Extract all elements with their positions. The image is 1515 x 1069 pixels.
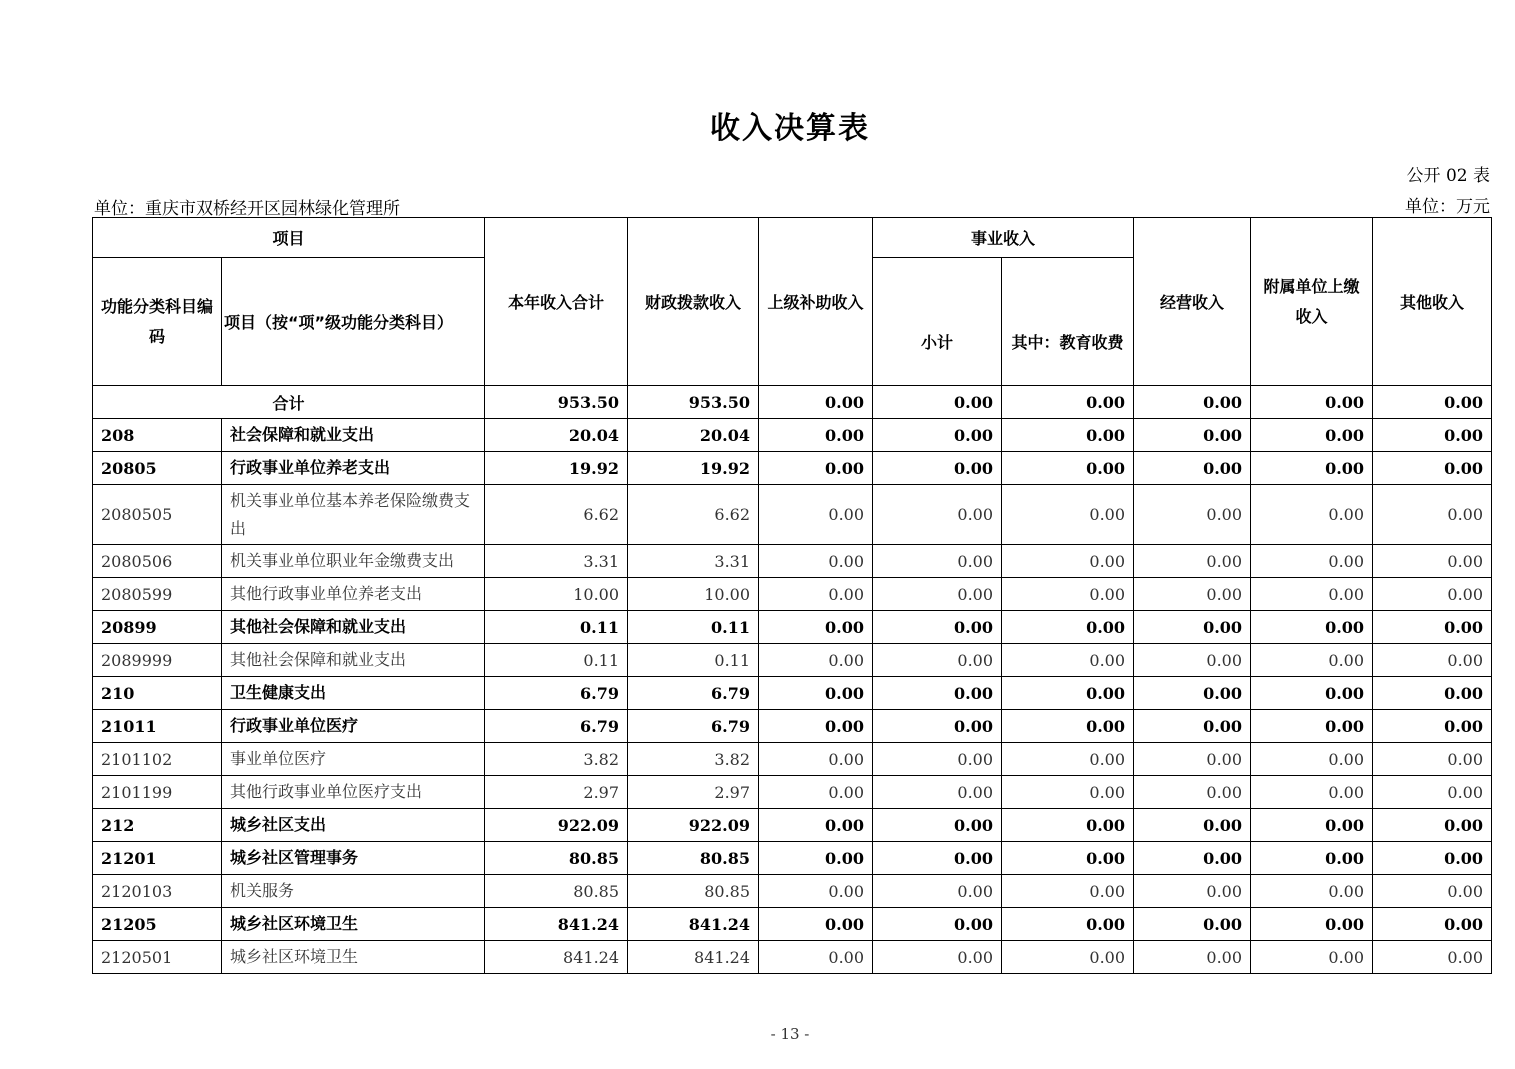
row-value: 0.00 <box>1251 545 1373 578</box>
row-value: 0.00 <box>873 578 1002 611</box>
row-value: 0.00 <box>1373 710 1492 743</box>
row-value: 0.00 <box>1373 842 1492 875</box>
unit-currency: 单位：万元 <box>1405 197 1490 217</box>
row-value: 0.00 <box>759 743 873 776</box>
header-operating: 经营收入 <box>1134 218 1251 386</box>
page-number: - 13 - <box>770 1025 810 1043</box>
row-value: 0.00 <box>759 908 873 941</box>
row-value: 0.00 <box>1002 908 1134 941</box>
row-value: 0.00 <box>759 419 873 452</box>
row-value: 0.00 <box>1134 611 1251 644</box>
header-total-income: 本年收入合计 <box>485 218 628 386</box>
table-row <box>93 809 1492 842</box>
row-value: 0.11 <box>628 644 759 677</box>
row-value: 0.00 <box>1373 809 1492 842</box>
row-value: 19.92 <box>485 452 628 485</box>
row-value: 3.31 <box>628 545 759 578</box>
total-value: 0.00 <box>1134 386 1251 419</box>
row-value: 0.00 <box>1002 941 1134 974</box>
row-code: 2120501 <box>93 941 222 974</box>
row-value: 3.31 <box>485 545 628 578</box>
row-value: 0.00 <box>1134 908 1251 941</box>
row-value: 0.00 <box>1373 578 1492 611</box>
row-value: 0.00 <box>1373 908 1492 941</box>
row-value: 0.00 <box>1002 485 1134 545</box>
row-value: 0.00 <box>1134 485 1251 545</box>
row-value: 0.00 <box>873 776 1002 809</box>
row-name: 机关事业单位基本养老保险缴费支出 <box>222 485 485 545</box>
table-row <box>93 485 1492 545</box>
row-value: 0.00 <box>1251 485 1373 545</box>
row-value: 20.04 <box>485 419 628 452</box>
row-value: 80.85 <box>485 842 628 875</box>
table-row <box>93 419 1492 452</box>
row-value: 0.00 <box>1002 578 1134 611</box>
total-value: 0.00 <box>759 386 873 419</box>
table-body <box>93 386 1492 974</box>
header-superior: 上级补助收入 <box>759 218 873 386</box>
table-row <box>93 677 1492 710</box>
header-item-name: 项目（按“项”级功能分类科目） <box>222 258 485 386</box>
row-value: 0.00 <box>1134 776 1251 809</box>
row-name: 卫生健康支出 <box>222 677 485 710</box>
row-value: 6.79 <box>628 677 759 710</box>
row-value: 0.00 <box>1002 419 1134 452</box>
row-code: 21201 <box>93 842 222 875</box>
row-value: 80.85 <box>628 875 759 908</box>
row-value: 0.00 <box>1373 743 1492 776</box>
row-name: 社会保障和就业支出 <box>222 419 485 452</box>
row-name: 城乡社区管理事务 <box>222 842 485 875</box>
total-row <box>93 386 1492 419</box>
header-subtotal: 小计 <box>873 258 1002 386</box>
row-value: 0.11 <box>485 644 628 677</box>
row-value: 0.00 <box>1251 611 1373 644</box>
row-value: 0.00 <box>1373 485 1492 545</box>
row-value: 0.00 <box>873 611 1002 644</box>
row-code: 2120103 <box>93 875 222 908</box>
row-value: 0.00 <box>1002 743 1134 776</box>
total-value: 953.50 <box>485 386 628 419</box>
row-value: 0.00 <box>873 644 1002 677</box>
row-value: 0.00 <box>759 776 873 809</box>
row-value: 0.00 <box>759 677 873 710</box>
row-code: 20805 <box>93 452 222 485</box>
row-value: 841.24 <box>485 908 628 941</box>
row-value: 0.00 <box>873 908 1002 941</box>
row-name: 其他社会保障和就业支出 <box>222 644 485 677</box>
total-value: 0.00 <box>873 386 1002 419</box>
row-value: 0.00 <box>1002 710 1134 743</box>
row-code: 21205 <box>93 908 222 941</box>
row-value: 10.00 <box>628 578 759 611</box>
row-value: 841.24 <box>628 908 759 941</box>
row-value: 0.00 <box>1373 677 1492 710</box>
row-value: 0.00 <box>1251 419 1373 452</box>
row-value: 0.00 <box>873 875 1002 908</box>
row-value: 19.92 <box>628 452 759 485</box>
header-other: 其他收入 <box>1373 218 1492 386</box>
row-value: 0.00 <box>1134 941 1251 974</box>
row-value: 0.00 <box>873 452 1002 485</box>
row-code: 2101102 <box>93 743 222 776</box>
header-fiscal: 财政拨款收入 <box>628 218 759 386</box>
row-value: 0.00 <box>1373 776 1492 809</box>
header-func-code: 功能分类科目编码 <box>93 258 222 386</box>
row-value: 2.97 <box>485 776 628 809</box>
row-value: 3.82 <box>485 743 628 776</box>
row-value: 0.00 <box>759 611 873 644</box>
unit-organization: 单位：重庆市双桥经开区园林绿化管理所 <box>94 199 400 219</box>
row-code: 20899 <box>93 611 222 644</box>
row-value: 0.00 <box>1251 578 1373 611</box>
table-row <box>93 611 1492 644</box>
row-value: 0.00 <box>1002 677 1134 710</box>
table-row <box>93 776 1492 809</box>
row-name: 机关服务 <box>222 875 485 908</box>
row-code: 208 <box>93 419 222 452</box>
income-table <box>92 217 1492 974</box>
row-code: 2080506 <box>93 545 222 578</box>
page-title: 收入决算表 <box>710 111 870 146</box>
row-value: 6.79 <box>485 677 628 710</box>
row-value: 10.00 <box>485 578 628 611</box>
row-name: 其他社会保障和就业支出 <box>222 611 485 644</box>
row-code: 212 <box>93 809 222 842</box>
table-row <box>93 875 1492 908</box>
row-value: 0.00 <box>759 941 873 974</box>
row-code: 21011 <box>93 710 222 743</box>
row-value: 0.00 <box>1002 776 1134 809</box>
table-row <box>93 578 1492 611</box>
row-name: 其他行政事业单位医疗支出 <box>222 776 485 809</box>
row-value: 80.85 <box>628 842 759 875</box>
row-value: 0.00 <box>1251 941 1373 974</box>
row-value: 0.00 <box>759 710 873 743</box>
row-name: 事业单位医疗 <box>222 743 485 776</box>
row-value: 0.00 <box>1373 644 1492 677</box>
row-value: 0.00 <box>1373 545 1492 578</box>
row-value: 80.85 <box>485 875 628 908</box>
total-value: 953.50 <box>628 386 759 419</box>
row-value: 922.09 <box>485 809 628 842</box>
row-code: 2080599 <box>93 578 222 611</box>
row-code: 2080505 <box>93 485 222 545</box>
row-value: 0.00 <box>873 485 1002 545</box>
table-row <box>93 644 1492 677</box>
row-value: 0.00 <box>873 743 1002 776</box>
row-name: 城乡社区环境卫生 <box>222 908 485 941</box>
table-row <box>93 545 1492 578</box>
row-code: 2101199 <box>93 776 222 809</box>
row-value: 0.00 <box>1002 545 1134 578</box>
row-value: 0.00 <box>1134 710 1251 743</box>
header-project: 项目 <box>93 218 485 258</box>
row-value: 0.00 <box>1251 710 1373 743</box>
table-row <box>93 452 1492 485</box>
row-value: 0.00 <box>1251 875 1373 908</box>
row-value: 0.00 <box>873 710 1002 743</box>
row-value: 0.00 <box>873 941 1002 974</box>
row-value: 0.00 <box>1251 908 1373 941</box>
row-value: 0.00 <box>759 578 873 611</box>
row-name: 城乡社区环境卫生 <box>222 941 485 974</box>
row-value: 0.00 <box>1134 452 1251 485</box>
table-row <box>93 842 1492 875</box>
row-value: 0.00 <box>1134 875 1251 908</box>
row-name: 其他行政事业单位养老支出 <box>222 578 485 611</box>
total-value: 0.00 <box>1373 386 1492 419</box>
row-value: 0.00 <box>759 452 873 485</box>
row-value: 0.00 <box>1002 644 1134 677</box>
row-value: 0.00 <box>1251 809 1373 842</box>
row-value: 0.11 <box>485 611 628 644</box>
row-value: 6.79 <box>628 710 759 743</box>
row-value: 0.00 <box>759 545 873 578</box>
row-code: 2089999 <box>93 644 222 677</box>
row-value: 0.00 <box>1373 419 1492 452</box>
row-value: 0.00 <box>1134 644 1251 677</box>
row-name: 城乡社区支出 <box>222 809 485 842</box>
row-value: 0.00 <box>1002 452 1134 485</box>
row-value: 0.00 <box>1251 776 1373 809</box>
row-value: 0.00 <box>759 875 873 908</box>
row-name: 行政事业单位养老支出 <box>222 452 485 485</box>
table-row <box>93 941 1492 974</box>
row-value: 0.00 <box>1373 941 1492 974</box>
header-affiliated: 附属单位上缴收入 <box>1251 218 1373 386</box>
row-value: 20.04 <box>628 419 759 452</box>
row-value: 0.00 <box>1373 875 1492 908</box>
row-value: 0.00 <box>1134 743 1251 776</box>
row-value: 2.97 <box>628 776 759 809</box>
row-value: 0.00 <box>759 842 873 875</box>
row-value: 922.09 <box>628 809 759 842</box>
row-value: 6.62 <box>485 485 628 545</box>
row-value: 0.00 <box>1134 842 1251 875</box>
row-value: 0.00 <box>873 809 1002 842</box>
table-row <box>93 743 1492 776</box>
row-value: 6.62 <box>628 485 759 545</box>
row-value: 0.00 <box>1251 842 1373 875</box>
total-value: 0.00 <box>1251 386 1373 419</box>
table-row <box>93 908 1492 941</box>
row-value: 0.00 <box>759 485 873 545</box>
row-value: 0.00 <box>1251 743 1373 776</box>
row-value: 0.00 <box>759 809 873 842</box>
row-value: 0.00 <box>1251 677 1373 710</box>
row-value: 6.79 <box>485 710 628 743</box>
row-value: 0.00 <box>873 677 1002 710</box>
header-education-fee: 其中：教育收费 <box>1002 258 1134 386</box>
row-value: 0.00 <box>1251 644 1373 677</box>
row-value: 0.00 <box>1134 809 1251 842</box>
row-value: 0.11 <box>628 611 759 644</box>
row-value: 841.24 <box>628 941 759 974</box>
row-code: 210 <box>93 677 222 710</box>
row-value: 0.00 <box>1002 842 1134 875</box>
form-code: 公开 02 表 <box>1406 166 1490 186</box>
row-value: 0.00 <box>1373 611 1492 644</box>
row-value: 0.00 <box>873 419 1002 452</box>
row-value: 0.00 <box>1002 809 1134 842</box>
header-business-income: 事业收入 <box>873 218 1134 258</box>
total-label: 合计 <box>93 386 485 419</box>
row-value: 0.00 <box>1134 419 1251 452</box>
row-value: 0.00 <box>1002 875 1134 908</box>
row-value: 0.00 <box>873 842 1002 875</box>
row-value: 0.00 <box>759 644 873 677</box>
row-name: 行政事业单位医疗 <box>222 710 485 743</box>
row-value: 0.00 <box>1251 452 1373 485</box>
row-value: 0.00 <box>1373 452 1492 485</box>
row-value: 0.00 <box>1134 677 1251 710</box>
table-row <box>93 710 1492 743</box>
row-value: 0.00 <box>1002 611 1134 644</box>
row-value: 0.00 <box>873 545 1002 578</box>
row-value: 0.00 <box>1134 545 1251 578</box>
row-name: 机关事业单位职业年金缴费支出 <box>222 545 485 578</box>
row-value: 0.00 <box>1134 578 1251 611</box>
row-value: 841.24 <box>485 941 628 974</box>
row-value: 3.82 <box>628 743 759 776</box>
total-value: 0.00 <box>1002 386 1134 419</box>
